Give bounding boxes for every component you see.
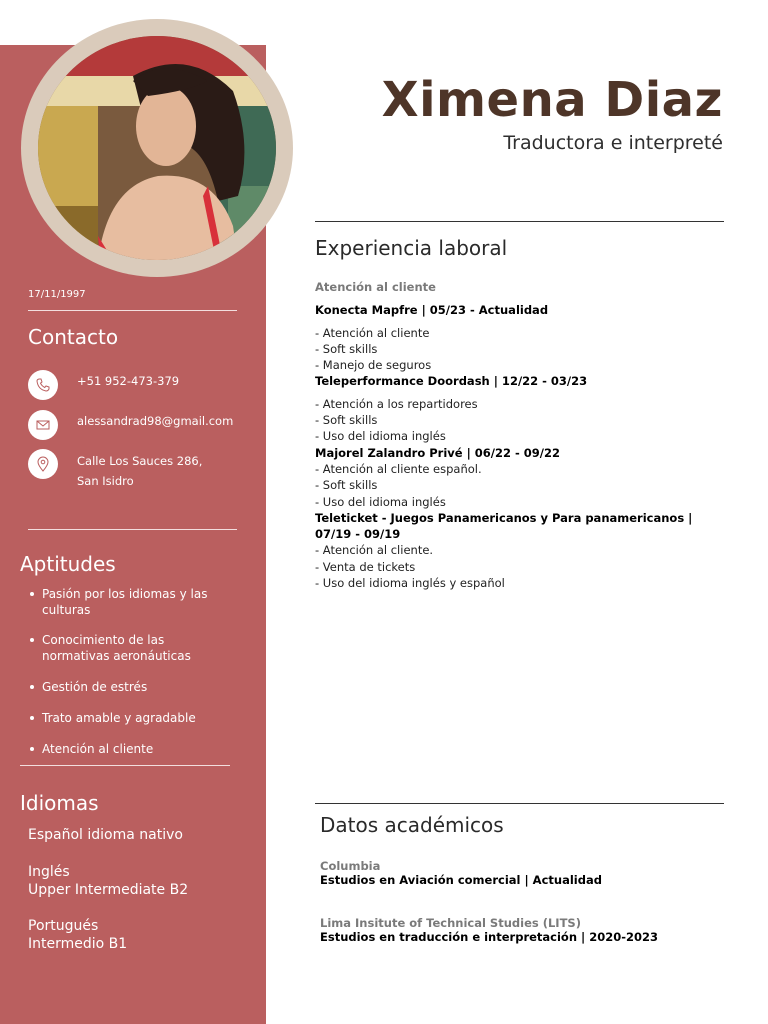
- skill-item: Atención al cliente: [27, 741, 227, 757]
- education-title: Datos académicos: [320, 813, 504, 837]
- address-line-2: San Isidro: [77, 474, 134, 488]
- education-institution: Lima Insitute of Technical Studies (LITS): [320, 916, 581, 930]
- language-name: Portugués: [28, 918, 99, 934]
- language-item: [28, 863, 188, 899]
- skill-item: Conocimiento de las normativas aeronáuticas: [27, 632, 227, 664]
- job-task: - Atención a los repartidores: [315, 396, 478, 411]
- education-item: [320, 916, 720, 944]
- education-degree: Estudios en traducción e interpretación | 2020-2023: [320, 930, 659, 944]
- job-task: - Atención al cliente español.: [315, 461, 482, 476]
- language-item: [28, 826, 183, 844]
- education-item: [320, 859, 720, 887]
- email-address[interactable]: alessandrad98@gmail.com: [77, 414, 234, 428]
- experience-section: [315, 279, 700, 591]
- job-title: Konecta Mapfre | 05/23 - Actualidad: [315, 303, 549, 318]
- job-task: - Atención al cliente.: [315, 543, 434, 558]
- phone-number[interactable]: +51 952-473-379: [77, 374, 180, 388]
- job-task: - Soft skills: [315, 478, 378, 493]
- location-pin-icon: [28, 449, 58, 479]
- divider: [28, 529, 237, 530]
- candidate-name: Ximena Diaz: [381, 72, 723, 128]
- language-level: Intermedio B1: [28, 936, 128, 952]
- birthdate: 17/11/1997: [28, 289, 86, 300]
- language-name: Inglés: [28, 864, 70, 880]
- skill-item: Gestión de estrés: [27, 679, 227, 695]
- job-task: - Atención al cliente: [315, 325, 430, 340]
- language-name: Español idioma nativo: [28, 827, 183, 843]
- skill-item: Pasión por los idiomas y las culturas: [27, 586, 227, 618]
- phone-icon: [28, 370, 58, 400]
- job-task: - Uso del idioma inglés: [315, 494, 446, 509]
- experience-category: Atención al cliente: [315, 280, 436, 294]
- education-institution: Columbia: [320, 859, 381, 873]
- divider: [28, 310, 237, 311]
- divider: [315, 221, 724, 222]
- skill-item: Trato amable y agradable: [27, 710, 227, 726]
- divider: [315, 803, 724, 804]
- contact-title: Contacto: [28, 325, 119, 349]
- address-line-1: Calle Los Sauces 286,: [77, 454, 203, 468]
- education-degree: Estudios en Aviación comercial | Actualidad: [320, 873, 602, 887]
- language-level: Upper Intermediate B2: [28, 882, 189, 898]
- experience-title: Experiencia laboral: [315, 236, 508, 260]
- job-task: - Uso del idioma inglés y español: [315, 576, 505, 591]
- divider: [20, 765, 230, 766]
- languages-title: Idiomas: [20, 791, 99, 815]
- language-item: [28, 917, 127, 953]
- job-task: - Soft skills: [315, 341, 378, 356]
- job-title: Teleperformance Doordash | 12/22 - 03/23: [315, 374, 588, 389]
- candidate-role: Traductora e interpreté: [503, 132, 723, 154]
- job-task: - Manejo de seguros: [315, 358, 432, 373]
- skills-list: [27, 586, 227, 757]
- job-title: Teleticket - Juegos Panamericanos y Para panamericanos | 07/19 - 09/19: [315, 510, 693, 542]
- job-task: - Uso del idioma inglés: [315, 429, 446, 444]
- job-task: - Soft skills: [315, 413, 378, 428]
- email-icon: [28, 410, 58, 440]
- profile-photo: [38, 36, 276, 260]
- skills-title: Aptitudes: [20, 552, 116, 576]
- job-task: - Venta de tickets: [315, 559, 416, 574]
- job-title: Majorel Zalandro Privé | 06/22 - 09/22: [315, 445, 560, 460]
